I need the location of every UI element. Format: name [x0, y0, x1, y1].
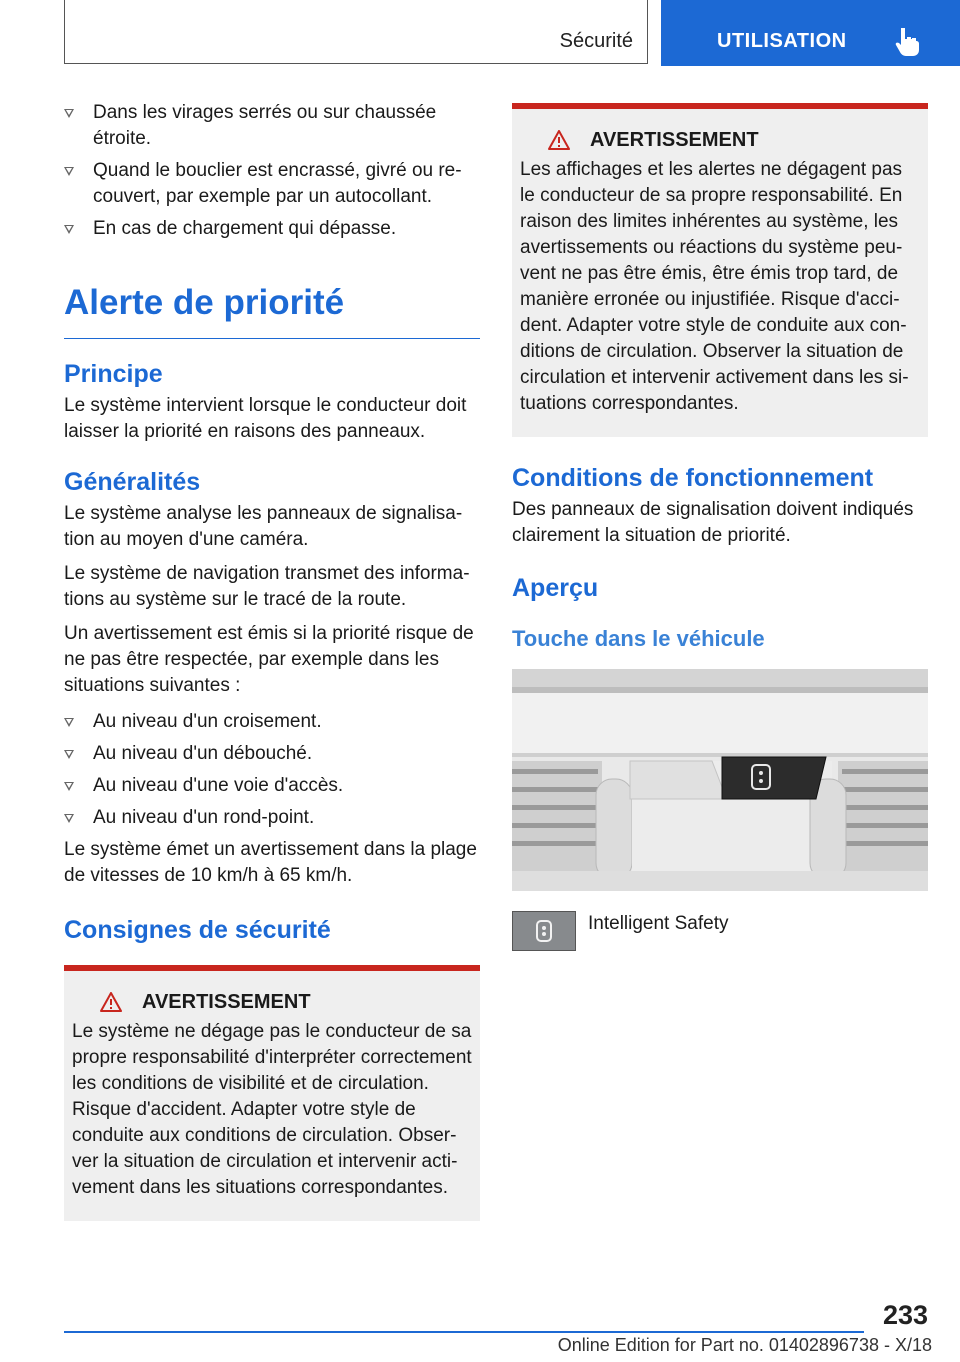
- generalites-heading: Généralités: [64, 468, 201, 496]
- list-item: Au niveau d'un rond-point.: [64, 805, 480, 831]
- principe-text: Le système intervient lorsque le conducteur doit laisser la priorité en raisons des panneaux.: [64, 395, 467, 442]
- chapter-title: Alerte de priorité: [64, 282, 480, 339]
- principe-heading: Principe: [64, 360, 163, 388]
- dashboard-illustration: [512, 669, 928, 891]
- conditions-text: Des panneaux de signalisation doivent indiqués clairement la situation de priorité.: [512, 499, 914, 546]
- list-item: Au niveau d'un débouché.: [64, 741, 480, 767]
- warning-text: Les affichages et les alertes ne dégagent pas le conducteur de sa propre responsabilité. En raison des limites inhérentes au système, les avertissements ou réactions du système peuvent ne pas être émis, être émis trop tard, de manière erronée ou injustifiée. Risque d'accident. Adapter votre style de conduite aux conditions de circulation. Observer la situation de circulation et intervenir activement dans les situations correspondantes.: [520, 159, 909, 414]
- pointing-hand-icon: [895, 26, 921, 56]
- footer-edition: Online Edition for Part no. 01402896738 - X/18: [557, 1335, 932, 1355]
- list-item: Au niveau d'un croisement.: [64, 709, 480, 735]
- generalites-paragraph: Le système analyse les panneaux de signalisation au moyen d'une caméra.: [64, 503, 463, 550]
- list-item: En cas de chargement qui dépasse.: [64, 216, 480, 242]
- triangle-bullet-icon: [64, 109, 74, 118]
- list-item: Quand le bouclier est encrassé, givré ou recouvert, par exemple par un autocollant.: [64, 158, 480, 210]
- warning-box: [512, 103, 928, 437]
- triangle-bullet-icon: [64, 225, 74, 234]
- list-item: Au niveau d'une voie d'accès.: [64, 773, 480, 799]
- list-item: Dans les virages serrés ou sur chaussée étroite.: [64, 100, 480, 152]
- dashboard-button-photo: [512, 669, 928, 891]
- warning-box: [64, 965, 480, 1221]
- left-column: [64, 100, 480, 1221]
- triangle-bullet-icon: [64, 814, 74, 823]
- warning-triangle-icon: [100, 992, 122, 1012]
- triangle-bullet-icon: [64, 782, 74, 791]
- header-section-box: [64, 0, 648, 64]
- apercu-heading: Aperçu: [512, 574, 599, 602]
- warning-header: [520, 127, 920, 153]
- right-column: [512, 103, 928, 951]
- speed-range-text: Le système émet un avertissement dans la plage de vitesses de 10 km/h à 65 km/h.: [64, 839, 477, 886]
- touche-subheading: Touche dans le véhicule: [512, 626, 765, 651]
- button-legend-row: [512, 911, 928, 951]
- generalites-paragraph: Un avertissement est émis si la priorité risque de ne pas être respectée, par exemple dans les situations suivantes :: [64, 623, 474, 696]
- warning-title: AVERTISSEMENT: [142, 991, 311, 1013]
- button-legend-label: Intelligent Safety: [588, 913, 729, 934]
- warning-header: [72, 989, 472, 1015]
- intelligent-safety-icon: [512, 911, 576, 951]
- top-bullet-list: [64, 100, 480, 242]
- triangle-bullet-icon: [64, 718, 74, 727]
- triangle-bullet-icon: [64, 167, 74, 176]
- header-chapter-tab[interactable]: [661, 0, 960, 66]
- warning-text: Le système ne dégage pas le conducteur de sa propre responsabilité d'interpréter correctement les conditions de visibilité et de circulation. Risque d'accident. Adapter votre style de conduite aux conditions de circulation. Observer la situation de circulation et intervenir activement dans les situations correspondantes.: [72, 1021, 472, 1198]
- consignes-heading: Consignes de sécurité: [64, 916, 331, 944]
- generalites-paragraph: Le système de navigation transmet des informations au système sur le tracé de la route.: [64, 563, 470, 610]
- warning-triangle-icon: [548, 130, 570, 150]
- conditions-heading: Conditions de fonctionnement: [512, 464, 874, 492]
- triangle-bullet-icon: [64, 750, 74, 759]
- page-number: 233: [882, 1300, 928, 1330]
- warning-title: AVERTISSEMENT: [590, 129, 759, 151]
- situation-bullet-list: [64, 709, 480, 831]
- header-section-title: Sécurité: [559, 30, 633, 52]
- footer-divider: [64, 1331, 864, 1333]
- header-chapter-label: UTILISATION: [717, 30, 847, 52]
